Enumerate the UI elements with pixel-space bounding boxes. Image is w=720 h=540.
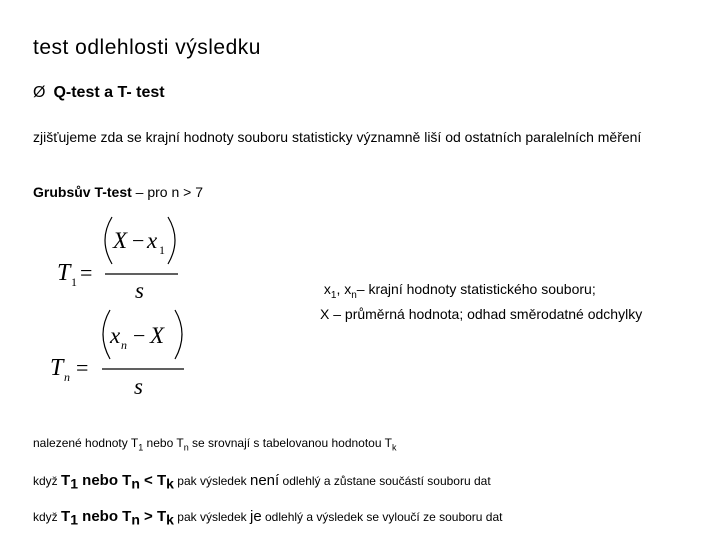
note-less-g: odlehlý a zůstane součástí souboru dat	[279, 474, 491, 488]
grubbs-condition: – pro n > 7	[131, 184, 204, 200]
note-less-sub-n: n	[131, 475, 140, 492]
note-less-sub-k: k	[166, 475, 174, 492]
formula-tn-svg	[44, 305, 194, 400]
note-less-e: pak výsledek	[173, 474, 250, 488]
note-greater-sub-1: 1	[70, 511, 78, 528]
legend-sub-n: n	[351, 289, 357, 301]
note-greater-e: pak výsledek	[173, 510, 250, 524]
note-less-a: když	[33, 474, 62, 488]
tn-lhs-sub: n	[64, 370, 70, 384]
tn-left-paren	[103, 310, 110, 359]
t1-right-paren	[168, 217, 175, 264]
bullet-heading	[33, 84, 165, 102]
t1-equals: =	[80, 260, 93, 285]
note-found-c: se srovnají s tabelovanou hodnotou T	[188, 436, 392, 450]
t1-num-b-sub: 1	[159, 243, 165, 257]
tn-num-a-sub: n	[121, 338, 127, 352]
legend-sub-1: 1	[330, 289, 337, 301]
note-less-t: T	[61, 472, 71, 489]
legend-xn: , x	[336, 281, 352, 297]
legend-x: x	[323, 281, 331, 297]
note-greater-c: nebo T	[77, 508, 132, 525]
grubbs-name: Grubsův T-test	[33, 184, 132, 200]
note-found	[33, 436, 396, 452]
note-greater-t: T	[61, 508, 71, 525]
formula-t1-svg	[50, 212, 190, 304]
formula-tn	[44, 305, 194, 400]
t1-den: s	[135, 278, 144, 303]
note-greater-sub-n: n	[131, 511, 140, 528]
note-found-sub-k: k	[391, 442, 397, 453]
note-found-sub-n: n	[183, 442, 189, 453]
note-greater-g: odlehlý a výsledek se vyloučí ze souboru dat	[261, 510, 503, 524]
legend-block	[320, 280, 642, 324]
tn-equals: =	[76, 355, 89, 380]
note-greater	[33, 508, 502, 527]
tn-num-b: X	[150, 323, 165, 348]
bullet-heading-text: Q-test a T- test	[53, 84, 165, 101]
t1-num-a: X	[113, 228, 128, 253]
t1-left-paren	[105, 217, 112, 264]
formula-t1	[50, 212, 190, 304]
tn-right-paren	[175, 310, 182, 359]
t1-minus: −	[132, 228, 145, 253]
note-less-d: < T	[139, 472, 167, 489]
note-greater-a: když	[33, 510, 62, 524]
note-found-b: nebo T	[143, 436, 184, 450]
note-greater-f: je	[249, 508, 262, 525]
legend-line-2: X – průměrná hodnota; odhad směrodatné odchylky	[320, 305, 643, 322]
tn-den: s	[134, 374, 143, 399]
note-greater-sub-k: k	[166, 511, 174, 528]
note-found-a: nalezené hodnoty T	[33, 436, 139, 450]
tn-minus: −	[133, 323, 146, 348]
note-less-c: nebo T	[77, 472, 132, 489]
t1-lhs-sub: 1	[71, 275, 77, 289]
note-less-sub-1: 1	[70, 475, 78, 492]
tn-lhs: T	[50, 355, 64, 381]
note-less	[33, 472, 491, 491]
tn-num-a: x	[110, 323, 121, 348]
page-title: test odlehlosti výsledku	[33, 36, 261, 59]
grubbs-heading	[33, 184, 203, 200]
note-greater-d: > T	[139, 508, 167, 525]
note-less-f: není	[249, 472, 280, 489]
t1-num-b: x	[147, 228, 158, 253]
arrow-bullet-icon: Ø	[33, 84, 46, 101]
legend-line-1-text: – krajní hodnoty statistického souboru;	[356, 281, 596, 297]
note-found-sub-1: 1	[138, 442, 144, 453]
intro-text: zjišťujeme zda se krajní hodnoty souboru statisticky významně liší od ostatních paralelních měření	[33, 129, 642, 145]
legend-line-1	[320, 280, 642, 305]
t1-lhs: T	[57, 260, 71, 286]
